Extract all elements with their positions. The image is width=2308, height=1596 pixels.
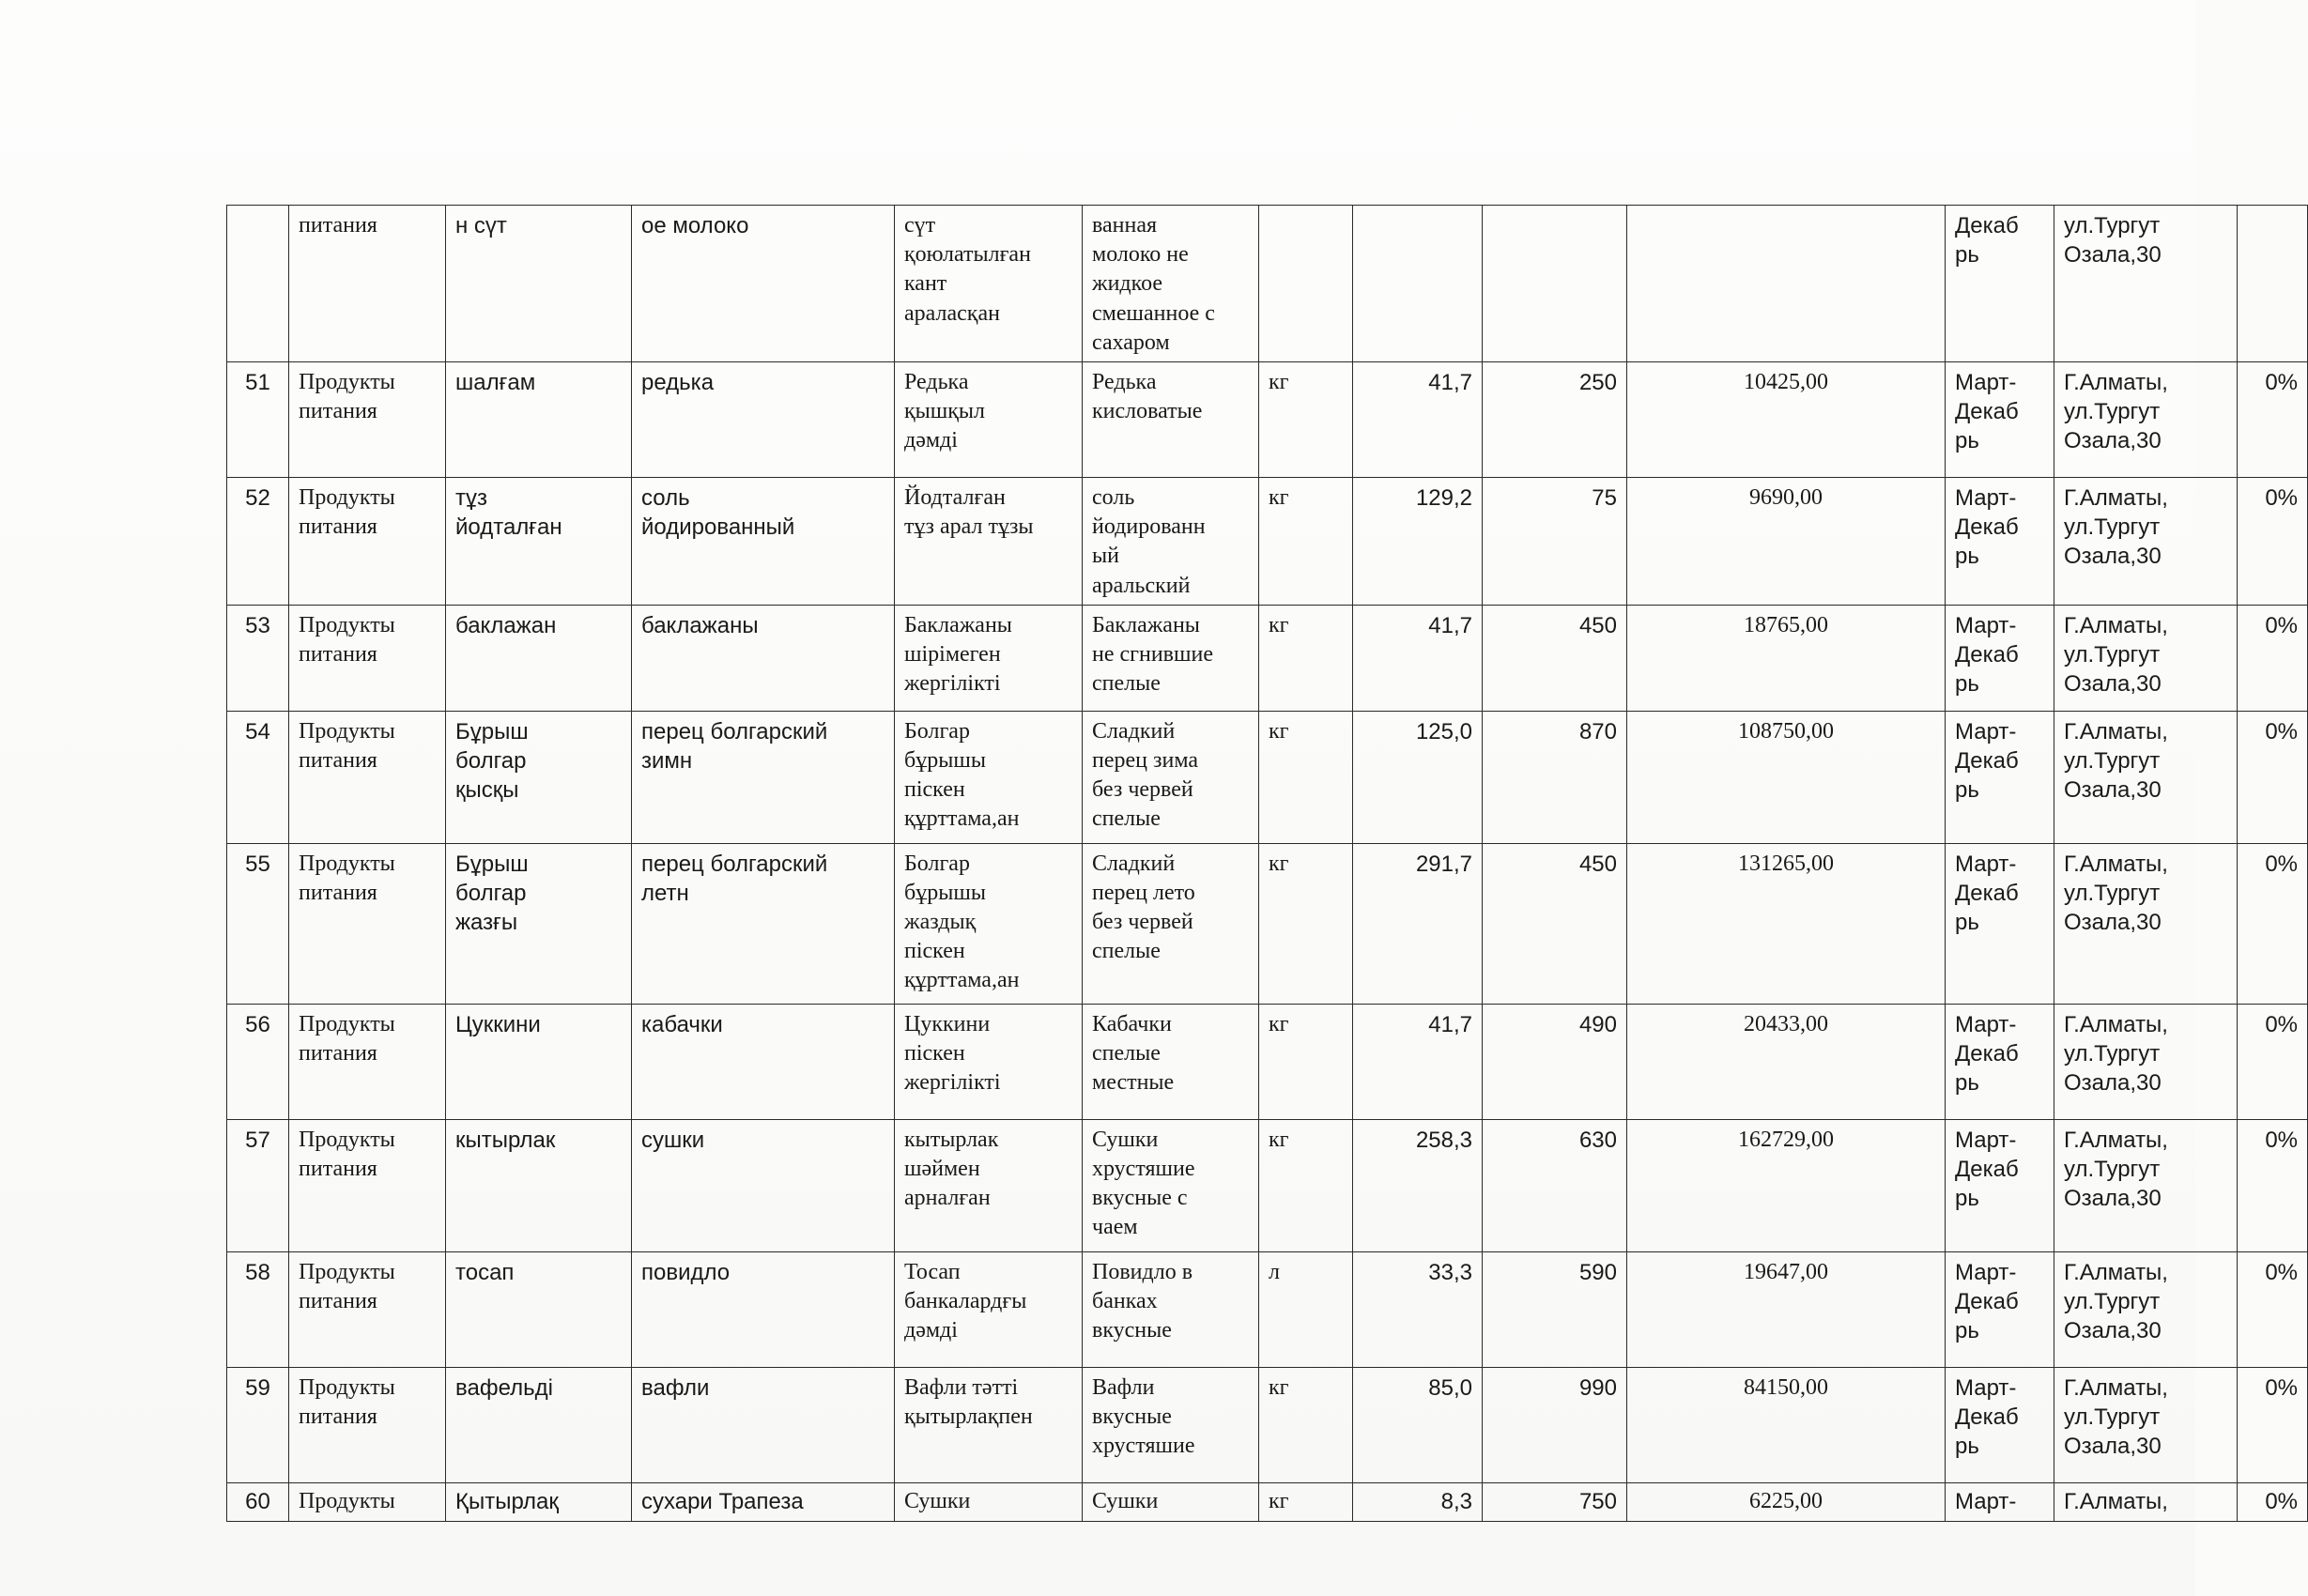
cell-unit: кг: [1259, 843, 1353, 1004]
cell-name-kz: вафельді: [446, 1367, 632, 1482]
cell-sum: 108750,00: [1627, 711, 1946, 843]
cell-desc-ru: ванная молоко не жидкое смешанное с сахаром: [1083, 206, 1259, 362]
cell-address: Г.Алматы, ул.Тургут Озала,30: [2054, 843, 2238, 1004]
cell-num: 53: [227, 605, 289, 711]
cell-num: 57: [227, 1119, 289, 1251]
cell-desc-kz: Болгар бұрышы піскен құрттама,ан: [895, 711, 1083, 843]
cell-address: Г.Алматы, ул.Тургут Озала,30: [2054, 1004, 2238, 1119]
cell-pct: 0%: [2238, 477, 2308, 605]
cell-category: Продукты питания: [289, 477, 446, 605]
cell-name-ru: редька: [632, 361, 895, 477]
cell-num: 59: [227, 1367, 289, 1482]
cell-category: Продукты питания: [289, 1119, 446, 1251]
cell-qty: 41,7: [1353, 605, 1483, 711]
cell-pct: 0%: [2238, 711, 2308, 843]
cell-address: ул.Тургут Озала,30: [2054, 206, 2238, 362]
cell-qty: [1353, 206, 1483, 362]
cell-name-kz: Цуккини: [446, 1004, 632, 1119]
cell-period: Март- Декаб рь: [1946, 1251, 2054, 1367]
cell-qty: 291,7: [1353, 843, 1483, 1004]
cell-price: 630: [1483, 1119, 1627, 1251]
cell-address: Г.Алматы, ул.Тургут Озала,30: [2054, 1119, 2238, 1251]
cell-period: Март- Декаб рь: [1946, 1119, 2054, 1251]
cell-desc-ru: Сушки: [1083, 1482, 1259, 1521]
cell-desc-ru: Повидло в банках вкусные: [1083, 1251, 1259, 1367]
cell-sum: [1627, 206, 1946, 362]
cell-sum: 20433,00: [1627, 1004, 1946, 1119]
cell-desc-ru: Вафли вкусные хрустяшие: [1083, 1367, 1259, 1482]
cell-address: Г.Алматы, ул.Тургут Озала,30: [2054, 1251, 2238, 1367]
cell-sum: 19647,00: [1627, 1251, 1946, 1367]
cell-qty: 8,3: [1353, 1482, 1483, 1521]
cell-name-kz: н сүт: [446, 206, 632, 362]
cell-qty: 85,0: [1353, 1367, 1483, 1482]
cell-name-kz: кытырлак: [446, 1119, 632, 1251]
cell-unit: кг: [1259, 1367, 1353, 1482]
cell-pct: 0%: [2238, 1004, 2308, 1119]
table-row: [227, 361, 2308, 477]
cell-desc-ru: Кабачки спелые местные: [1083, 1004, 1259, 1119]
table-row: [227, 843, 2308, 1004]
cell-address: Г.Алматы, ул.Тургут Озала,30: [2054, 361, 2238, 477]
cell-num: 51: [227, 361, 289, 477]
cell-address: Г.Алматы,: [2054, 1482, 2238, 1521]
cell-qty: 41,7: [1353, 361, 1483, 477]
cell-category: питания: [289, 206, 446, 362]
cell-price: 250: [1483, 361, 1627, 477]
table-row-continuation: [227, 206, 2308, 362]
cell-category: Продукты питания: [289, 361, 446, 477]
cell-unit: л: [1259, 1251, 1353, 1367]
cell-price: [1483, 206, 1627, 362]
cell-category: Продукты питания: [289, 1251, 446, 1367]
cell-desc-kz: Цуккини піскен жергілікті: [895, 1004, 1083, 1119]
cell-name-ru: перец болгарский зимн: [632, 711, 895, 843]
cell-category: Продукты питания: [289, 843, 446, 1004]
cell-name-kz: тұз йодталған: [446, 477, 632, 605]
cell-qty: 33,3: [1353, 1251, 1483, 1367]
cell-period: Март-: [1946, 1482, 2054, 1521]
cell-category: Продукты питания: [289, 605, 446, 711]
cell-num: 52: [227, 477, 289, 605]
cell-unit: кг: [1259, 1119, 1353, 1251]
cell-name-kz: шалғам: [446, 361, 632, 477]
cell-name-kz: Бұрыш болгар қысқы: [446, 711, 632, 843]
table-row: [227, 1119, 2308, 1251]
cell-desc-kz: Сушки: [895, 1482, 1083, 1521]
cell-sum: 18765,00: [1627, 605, 1946, 711]
cell-price: 990: [1483, 1367, 1627, 1482]
cell-address: Г.Алматы, ул.Тургут Озала,30: [2054, 477, 2238, 605]
cell-qty: 129,2: [1353, 477, 1483, 605]
cell-period: Март- Декаб рь: [1946, 1004, 2054, 1119]
cell-num: 60: [227, 1482, 289, 1521]
cell-pct: 0%: [2238, 1367, 2308, 1482]
cell-period: Март- Декаб рь: [1946, 843, 2054, 1004]
cell-qty: 258,3: [1353, 1119, 1483, 1251]
cell-address: Г.Алматы, ул.Тургут Озала,30: [2054, 605, 2238, 711]
cell-name-ru: повидло: [632, 1251, 895, 1367]
cell-category: Продукты питания: [289, 711, 446, 843]
table-row: [227, 605, 2308, 711]
cell-period: Март- Декаб рь: [1946, 1367, 2054, 1482]
cell-name-ru: сухари Трапеза: [632, 1482, 895, 1521]
cell-category: Продукты: [289, 1482, 446, 1521]
cell-price: 75: [1483, 477, 1627, 605]
cell-desc-kz: Вафли тәтті қытырлақпен: [895, 1367, 1083, 1482]
table-row: [227, 1251, 2308, 1367]
cell-period: Декаб рь: [1946, 206, 2054, 362]
table-row: [227, 1482, 2308, 1521]
cell-pct: 0%: [2238, 361, 2308, 477]
cell-num: [227, 206, 289, 362]
table-row: [227, 477, 2308, 605]
cell-num: 54: [227, 711, 289, 843]
cell-desc-kz: кытырлак шәймен арналған: [895, 1119, 1083, 1251]
cell-sum: 84150,00: [1627, 1367, 1946, 1482]
cell-price: 870: [1483, 711, 1627, 843]
cell-pct: 0%: [2238, 843, 2308, 1004]
cell-qty: 125,0: [1353, 711, 1483, 843]
cell-name-kz: Қытырлақ: [446, 1482, 632, 1521]
cell-price: 590: [1483, 1251, 1627, 1367]
cell-desc-kz: Болгар бұрышы жаздық піскен құрттама,ан: [895, 843, 1083, 1004]
cell-period: Март- Декаб рь: [1946, 477, 2054, 605]
cell-desc-ru: Сушки хрустяшие вкусные с чаем: [1083, 1119, 1259, 1251]
procurement-table: [226, 205, 2308, 1522]
cell-name-ru: баклажаны: [632, 605, 895, 711]
cell-category: Продукты питания: [289, 1367, 446, 1482]
cell-desc-ru: Редька кисловатые: [1083, 361, 1259, 477]
cell-sum: 6225,00: [1627, 1482, 1946, 1521]
table-row: [227, 1367, 2308, 1482]
cell-name-kz: тосап: [446, 1251, 632, 1367]
cell-sum: 162729,00: [1627, 1119, 1946, 1251]
cell-name-ru: кабачки: [632, 1004, 895, 1119]
cell-desc-ru: Сладкий перец лето без червей спелые: [1083, 843, 1259, 1004]
cell-unit: кг: [1259, 477, 1353, 605]
cell-unit: кг: [1259, 1004, 1353, 1119]
cell-name-ru: сушки: [632, 1119, 895, 1251]
cell-price: 450: [1483, 843, 1627, 1004]
cell-name-ru: соль йодированный: [632, 477, 895, 605]
cell-period: Март- Декаб рь: [1946, 361, 2054, 477]
cell-name-ru: ое молоко: [632, 206, 895, 362]
cell-unit: [1259, 206, 1353, 362]
cell-num: 56: [227, 1004, 289, 1119]
cell-address: Г.Алматы, ул.Тургут Озала,30: [2054, 711, 2238, 843]
cell-desc-kz: Редька қышқыл дәмді: [895, 361, 1083, 477]
cell-period: Март- Декаб рь: [1946, 605, 2054, 711]
cell-unit: кг: [1259, 361, 1353, 477]
cell-num: 55: [227, 843, 289, 1004]
cell-unit: кг: [1259, 605, 1353, 711]
cell-price: 450: [1483, 605, 1627, 711]
cell-category: Продукты питания: [289, 1004, 446, 1119]
cell-desc-kz: Баклажаны шірімеген жергілікті: [895, 605, 1083, 711]
cell-desc-ru: Сладкий перец зима без червей спелые: [1083, 711, 1259, 843]
cell-pct: 0%: [2238, 1119, 2308, 1251]
cell-pct: 0%: [2238, 1482, 2308, 1521]
cell-desc-kz: сүт қоюлатылған кант араласқан: [895, 206, 1083, 362]
cell-qty: 41,7: [1353, 1004, 1483, 1119]
cell-address: Г.Алматы, ул.Тургут Озала,30: [2054, 1367, 2238, 1482]
cell-desc-ru: соль йодированн ый аральский: [1083, 477, 1259, 605]
cell-pct: [2238, 206, 2308, 362]
cell-unit: кг: [1259, 711, 1353, 843]
table-row: [227, 1004, 2308, 1119]
cell-desc-ru: Баклажаны не сгнившие спелые: [1083, 605, 1259, 711]
cell-pct: 0%: [2238, 1251, 2308, 1367]
cell-sum: 9690,00: [1627, 477, 1946, 605]
cell-sum: 131265,00: [1627, 843, 1946, 1004]
table-row: [227, 711, 2308, 843]
cell-num: 58: [227, 1251, 289, 1367]
cell-name-ru: перец болгарский летн: [632, 843, 895, 1004]
cell-name-ru: вафли: [632, 1367, 895, 1482]
cell-price: 490: [1483, 1004, 1627, 1119]
cell-sum: 10425,00: [1627, 361, 1946, 477]
cell-price: 750: [1483, 1482, 1627, 1521]
cell-pct: 0%: [2238, 605, 2308, 711]
cell-unit: кг: [1259, 1482, 1353, 1521]
cell-name-kz: баклажан: [446, 605, 632, 711]
cell-period: Март- Декаб рь: [1946, 711, 2054, 843]
cell-name-kz: Бұрыш болгар жазғы: [446, 843, 632, 1004]
cell-desc-kz: Йодталған тұз арал тұзы: [895, 477, 1083, 605]
cell-desc-kz: Тосап банкалардғы дәмді: [895, 1251, 1083, 1367]
